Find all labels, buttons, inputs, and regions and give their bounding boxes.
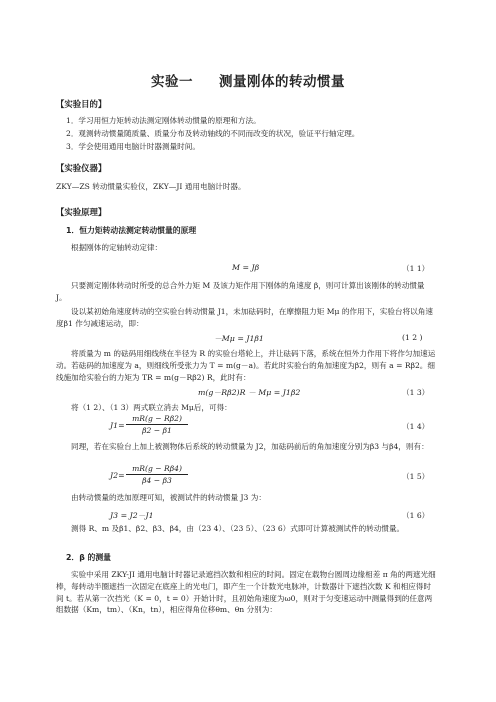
paragraph-weight-method: 将质量为 m 的砝码用细线绕在半径为 R 的实验台塔轮上，并让砝码下落，系统在恒外力作用下将作匀加速运动。若砝码的加速度为 a，则细线所受张力为 T = m(g－a)。若此时实验台的角加速度为β2，则有 a = Rβ2。细线施加给实验台的力矩为 TR = m(g－Rβ2) R，此时有： (56, 349, 436, 382)
equation-number-1-1: （1 1） (402, 264, 430, 273)
paragraph-rotation-law: 根据刚体的定轴转动定律： (71, 243, 163, 252)
subheading-constant-torque: 1．恒力矩转动法测定转动惯量的原理 (66, 226, 197, 235)
purpose-item-1: 1．学习用恒力矩转动法测定刚体转动惯量的原理和方法。 (66, 116, 261, 125)
purpose-item-3: 3．学会使用通用电脑计时器测量时间。 (66, 142, 200, 151)
purpose-item-2: 2．观测转动惯量随质量、质量分布及转动轴线的不同而改变的状况，验证平行轴定理。 (66, 129, 360, 138)
paragraph-compute-inertia: 测得 R、m 及β1、β2、β3、β4，由（23 4）、（23 5）、（23 6）式即可计算被测试件的转动惯量。 (71, 524, 405, 533)
title-experiment-number: 实验一 (151, 74, 193, 90)
equation-number-1-4: （1 4） (402, 422, 430, 431)
equation-1-4-denominator: β2 − β1 (142, 426, 172, 435)
equation-number-1-6: （1 6） (402, 511, 430, 520)
equation-1-4-numerator: mR(g − Rβ2) (126, 414, 188, 425)
paragraph-superposition: 由转动惯量的迭加原理可知，被测试件的转动惯量 J3 为： (71, 493, 266, 502)
equation-1-3: m(g－Rβ2)R － Mμ = J1β2 (198, 388, 301, 397)
equation-1-1: M = Jβ (232, 263, 260, 272)
paragraph-torque-measure: 只要测定刚体转动时所受的总合外力矩 M 及该力矩作用下刚体的角速度 β，则可计算出该刚体的转动惯量 J。 (56, 281, 425, 302)
equation-1-5-fraction (126, 464, 188, 485)
equation-1-2: －Mμ = J1β1 (214, 334, 264, 343)
section-heading-purpose: 【实验目的】 (56, 99, 107, 109)
equation-1-5-denominator: β4 − β3 (142, 476, 172, 485)
paragraph-timer-measurement: 实验中采用 ZKY-JI 通用电脑计时器记录遮挡次数和相应的时间。固定在载物台圆周边缘相差 π 角的两遮光细棒，每转动半圈遮挡一次固定在底座上的光电门，即产生一个计数光电脉冲，计数器计下遮挡次数 K 和相应得时间 t。若从第一次挡光（K = 0，t = 0）开始计时，且初始角速度为ω0，则对于匀变速运动中测量得到的任意两组数据（Km，tm）、（Kn，tn），相应得角位移θm、θn 分别为： (56, 570, 436, 615)
instruments-text: ZKY—ZS 转动惯量实验仪，ZKY—JI 通用电脑计时器。 (56, 182, 246, 191)
section-heading-principle: 【实验原理】 (56, 207, 107, 217)
subheading-beta-measure: 2．β 的测量 (66, 553, 111, 562)
equation-1-5-lhs: J2= (110, 471, 125, 480)
equation-1-4-lhs: J1= (110, 421, 125, 430)
paragraph-friction-torque: 设以某初始角速度转动的空实验台转动惯量 J1，未加砝码时，在摩擦阻力矩 Mμ 的作用下，实验台将以角速度β1 作匀减速运动，即： (56, 307, 433, 328)
paragraph-test-object: 同理，若在实验台上加上被测物体后系统的转动惯量为 J2，加砝码前后的角加速度分别为β3 与β4，则有： (71, 442, 429, 451)
equation-1-5-numerator: mR(g − Rβ4) (126, 464, 188, 475)
paragraph-combine-equations: 将（1 2）、（1 3）两式联立消去 Mμ后，可得： (71, 403, 232, 412)
equation-1-6: J3 = J2－J1 (110, 511, 154, 520)
page-title (0, 70, 496, 90)
equation-1-4-fraction (126, 414, 188, 435)
equation-number-1-5: （1 5） (402, 472, 430, 481)
equation-number-1-2: (1 2 ) (402, 333, 423, 342)
title-experiment-name: 测量刚体的转动惯量 (219, 74, 345, 90)
equation-number-1-3: （1 3） (402, 388, 430, 397)
section-heading-instruments: 【实验仪器】 (56, 163, 107, 173)
